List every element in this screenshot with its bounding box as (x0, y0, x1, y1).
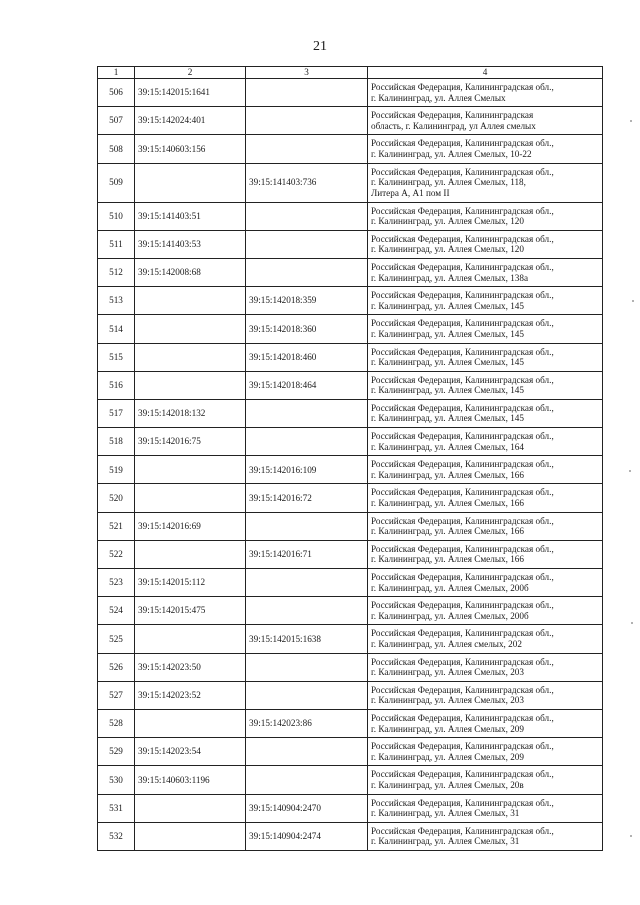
address-line: г. Калининград, ул. Аллея Смелых, 145 (371, 328, 524, 339)
cadastral-number-col3 (246, 107, 368, 135)
column-header-4: 4 (368, 67, 603, 79)
cadastral-number-col3 (246, 597, 368, 625)
address-cell (368, 107, 603, 135)
table-row (98, 653, 603, 681)
row-number: 520 (98, 484, 135, 512)
cadastral-number-col2 (135, 287, 246, 315)
cadastral-number-col2 (135, 315, 246, 343)
address-line: г. Калининград, ул. Аллея Смелых, 200б (371, 610, 529, 621)
table-row (98, 163, 603, 202)
table-row (98, 315, 603, 343)
address-line: г. Калининград, ул. Аллея Смелых, 20в (371, 779, 524, 790)
address-line: г. Калининград, ул. Аллея Смелых, 31 (371, 836, 520, 847)
table-row (98, 202, 603, 230)
address-line: г. Калининград, ул. Аллея Смелых, 138а (371, 272, 529, 283)
address-line: Российская Федерация, Калининградская обл., (371, 515, 554, 526)
row-number: 530 (98, 766, 135, 794)
table-row (98, 822, 603, 850)
address-line: г. Калининград, ул. Аллея смелых, 202 (371, 638, 522, 649)
cadastral-number-col2 (135, 484, 246, 512)
cadastral-number-col3 (246, 135, 368, 163)
cadastral-number-col2 (135, 343, 246, 371)
address-line: Российская Федерация, Калининградская обл., (371, 825, 554, 836)
cadastral-number-col3: 39:15:142018:460 (246, 343, 368, 371)
address-cell (368, 540, 603, 568)
cadastral-number-col2 (135, 456, 246, 484)
address-line: Российская Федерация, Калининградская обл., (371, 261, 554, 272)
address-cell (368, 371, 603, 399)
address-line: Российская Федерация, Калининградская обл., (371, 797, 554, 808)
cadastral-number-col3 (246, 766, 368, 794)
row-number: 512 (98, 258, 135, 286)
address-cell (368, 428, 603, 456)
address-line: Российская Федерация, Калининградская обл., (371, 741, 554, 752)
table-row (98, 399, 603, 427)
address-line: Российская Федерация, Калининградская обл., (371, 684, 554, 695)
row-number: 517 (98, 399, 135, 427)
cadastral-number-col2: 39:15:142023:54 (135, 738, 246, 766)
cadastral-number-col3: 39:15:142016:109 (246, 456, 368, 484)
table-row (98, 540, 603, 568)
address-cell (368, 315, 603, 343)
table-row (98, 428, 603, 456)
address-line: Российская Федерация, Калининградская обл., (371, 572, 554, 582)
cadastral-number-col3 (246, 512, 368, 540)
cadastral-number-col2: 39:15:142008:68 (135, 258, 246, 286)
address-line: Российская Федерация, Калининградская обл., (371, 712, 554, 723)
cadastral-number-col2: 39:15:142016:75 (135, 428, 246, 456)
header-row (98, 67, 603, 79)
table-body (98, 79, 603, 851)
row-number: 529 (98, 738, 135, 766)
address-line: г. Калининград, ул. Аллея Смелых, 203 (371, 667, 524, 678)
address-line: Российская Федерация, Калининградская обл., (371, 290, 554, 301)
table-row (98, 107, 603, 135)
table-row (98, 597, 603, 625)
address-line: г. Калининград, ул. Аллея Смелых, 31 (371, 808, 520, 819)
row-number: 511 (98, 230, 135, 258)
row-number: 518 (98, 428, 135, 456)
table-row (98, 287, 603, 315)
cadastral-number-col3 (246, 428, 368, 456)
cadastral-number-col2: 39:15:142024:401 (135, 107, 246, 135)
address-line: г. Калининград, ул. Аллея Смелых, 166 (371, 469, 524, 480)
cadastral-number-col2 (135, 822, 246, 850)
row-number: 527 (98, 681, 135, 709)
address-cell (368, 484, 603, 512)
address-line: Российская Федерация, Калининградская обл., (371, 487, 554, 498)
row-number: 514 (98, 315, 135, 343)
address-line: Российская Федерация, Калининградская обл., (371, 543, 554, 554)
cadastral-number-col2 (135, 709, 246, 737)
cadastral-number-col3 (246, 399, 368, 427)
table-row (98, 258, 603, 286)
cadastral-number-col2: 39:15:142015:112 (135, 569, 246, 597)
address-line: г. Калининград, ул. Аллея Смелых, 164 (371, 441, 524, 452)
address-line: Российская Федерация, Калининградская обл., (371, 769, 554, 780)
cadastral-number-col3: 39:15:141403:736 (246, 163, 368, 202)
address-line: Российская Федерация, Калининградская обл., (371, 82, 554, 92)
table-row (98, 681, 603, 709)
cadastral-number-col2: 39:15:142016:69 (135, 512, 246, 540)
table-row (98, 371, 603, 399)
cadastral-number-col3 (246, 202, 368, 230)
table-row (98, 794, 603, 822)
cadastral-number-col3: 39:15:142023:86 (246, 709, 368, 737)
row-number: 516 (98, 371, 135, 399)
address-line: г. Калининград, ул. Аллея Смелых, 209 (371, 751, 524, 762)
scan-speck (632, 300, 634, 302)
cadastral-number-col2: 39:15:140603:1196 (135, 766, 246, 794)
address-cell (368, 569, 603, 597)
cadastral-number-col3: 39:15:140904:2470 (246, 794, 368, 822)
address-cell (368, 399, 603, 427)
row-number: 531 (98, 794, 135, 822)
scan-speck (630, 835, 632, 837)
table-row (98, 343, 603, 371)
address-cell (368, 681, 603, 709)
address-line: область, г. Калининград, ул Аллея смелых (371, 120, 536, 131)
address-cell (368, 738, 603, 766)
cadastral-number-col3 (246, 79, 368, 107)
table-row (98, 230, 603, 258)
address-cell (368, 287, 603, 315)
address-line: г. Калининград, ул. Аллея Смелых, 145 (371, 357, 524, 368)
cadastral-number-col3 (246, 681, 368, 709)
address-line: Российская Федерация, Калининградская обл., (371, 600, 554, 611)
scan-speck (629, 470, 631, 472)
row-number: 506 (98, 79, 135, 107)
row-number: 524 (98, 597, 135, 625)
cadastral-number-col2: 39:15:140603:156 (135, 135, 246, 163)
address-line: Российская Федерация, Калининградская обл., (371, 166, 554, 177)
row-number: 522 (98, 540, 135, 568)
address-cell (368, 766, 603, 794)
row-number: 523 (98, 569, 135, 597)
cadastral-number-col3: 39:15:142018:464 (246, 371, 368, 399)
address-line: Российская Федерация, Калининградская обл., (371, 374, 554, 385)
address-line: г. Калининград, ул. Аллея Смелых, 200б (371, 582, 529, 593)
address-line: Российская Федерация, Калининградская обл., (371, 431, 554, 442)
column-header-1: 1 (98, 67, 135, 79)
address-cell (368, 794, 603, 822)
address-line: Российская Федерация, Калининградская обл., (371, 233, 554, 244)
table-row (98, 569, 603, 597)
row-number: 532 (98, 822, 135, 850)
address-line: Российская Федерация, Калининградская обл., (371, 459, 554, 470)
row-number: 507 (98, 107, 135, 135)
cadastral-number-col3: 39:15:142018:360 (246, 315, 368, 343)
row-number: 519 (98, 456, 135, 484)
table-row (98, 484, 603, 512)
cadastral-number-col2: 39:15:141403:53 (135, 230, 246, 258)
address-line: г. Калининград, ул. Аллея Смелых, 118, (371, 177, 526, 188)
address-cell (368, 343, 603, 371)
page-number: 21 (313, 39, 327, 54)
address-line: г. Калининград, ул. Аллея Смелых, 145 (371, 413, 524, 424)
scan-speck (631, 622, 633, 624)
table-row (98, 512, 603, 540)
address-line: Российская Федерация, Калининградская обл., (371, 402, 554, 413)
table-row (98, 135, 603, 163)
column-header-3: 3 (246, 67, 368, 79)
cadastral-number-col2 (135, 794, 246, 822)
row-number: 508 (98, 135, 135, 163)
table-header (98, 67, 603, 79)
row-number: 526 (98, 653, 135, 681)
cadastral-number-col3: 39:15:142015:1638 (246, 625, 368, 653)
address-line: Российская Федерация, Калининградская обл., (371, 205, 554, 216)
row-number: 515 (98, 343, 135, 371)
address-cell (368, 135, 603, 163)
address-line: г. Калининград, ул. Аллея Смелых, 209 (371, 723, 524, 734)
address-line: г. Калининград, ул. Аллея Смелых, 166 (371, 526, 524, 537)
address-cell (368, 653, 603, 681)
table-row (98, 709, 603, 737)
address-line: г. Калининград, ул. Аллея Смелых, 145 (371, 385, 524, 396)
cadastral-number-col2: 39:15:142023:50 (135, 653, 246, 681)
cadastral-number-col2 (135, 540, 246, 568)
address-line: г. Калининград, ул. Аллея Смелых, 10-22 (371, 148, 532, 159)
address-cell (368, 163, 603, 202)
cadastral-number-col3: 39:15:142016:72 (246, 484, 368, 512)
address-line: Российская Федерация, Калининградская (371, 110, 534, 121)
address-line: Российская Федерация, Калининградская обл., (371, 656, 554, 667)
column-header-2: 2 (135, 67, 246, 79)
address-cell (368, 709, 603, 737)
address-line: Российская Федерация, Калининградская обл., (371, 318, 554, 329)
address-line: г. Калининград, ул. Аллея Смелых, 120 (371, 244, 524, 255)
cadastral-number-col3 (246, 569, 368, 597)
address-line: г. Калининград, ул. Аллея Смелых, 120 (371, 216, 524, 227)
cadastral-table (97, 66, 603, 851)
address-cell (368, 822, 603, 850)
address-line: г. Калининград, ул. Аллея Смелых, 166 (371, 554, 524, 565)
address-cell (368, 230, 603, 258)
cadastral-number-col3: 39:15:142016:71 (246, 540, 368, 568)
row-number: 525 (98, 625, 135, 653)
address-cell (368, 258, 603, 286)
row-number: 509 (98, 163, 135, 202)
table-row (98, 766, 603, 794)
row-number: 510 (98, 202, 135, 230)
cadastral-number-col2 (135, 625, 246, 653)
address-line: г. Калининград, ул. Аллея Смелых, 203 (371, 695, 524, 706)
cadastral-number-col2: 39:15:142018:132 (135, 399, 246, 427)
address-cell (368, 79, 603, 107)
address-cell (368, 456, 603, 484)
address-cell (368, 625, 603, 653)
address-line: Литера А, А1 пом II (371, 187, 450, 198)
cadastral-number-col3 (246, 738, 368, 766)
cadastral-number-col2 (135, 163, 246, 202)
row-number: 513 (98, 287, 135, 315)
cadastral-number-col2: 39:15:142023:52 (135, 681, 246, 709)
address-line: Российская Федерация, Калининградская обл., (371, 346, 554, 357)
address-cell (368, 512, 603, 540)
row-number: 528 (98, 709, 135, 737)
address-line: Российская Федерация, Калининградская обл., (371, 628, 554, 639)
address-cell (368, 597, 603, 625)
address-cell (368, 202, 603, 230)
table-row (98, 79, 603, 107)
cadastral-number-col2 (135, 371, 246, 399)
address-line: г. Калининград, ул. Аллея Смелых (371, 92, 506, 103)
address-line: г. Калининград, ул. Аллея Смелых, 145 (371, 300, 524, 311)
cadastral-number-col3: 39:15:140904:2474 (246, 822, 368, 850)
cadastral-number-col3 (246, 258, 368, 286)
cadastral-number-col2: 39:15:142015:1641 (135, 79, 246, 107)
row-number: 521 (98, 512, 135, 540)
table-row (98, 456, 603, 484)
table-row (98, 625, 603, 653)
cadastral-number-col3 (246, 230, 368, 258)
cadastral-number-col2: 39:15:142015:475 (135, 597, 246, 625)
cadastral-number-col3: 39:15:142018:359 (246, 287, 368, 315)
address-line: г. Калининград, ул. Аллея Смелых, 166 (371, 498, 524, 509)
address-line: Российская Федерация, Калининградская обл., (371, 138, 554, 149)
scan-speck (630, 120, 632, 122)
table-row (98, 738, 603, 766)
cadastral-number-col2: 39:15:141403:51 (135, 202, 246, 230)
cadastral-number-col3 (246, 653, 368, 681)
